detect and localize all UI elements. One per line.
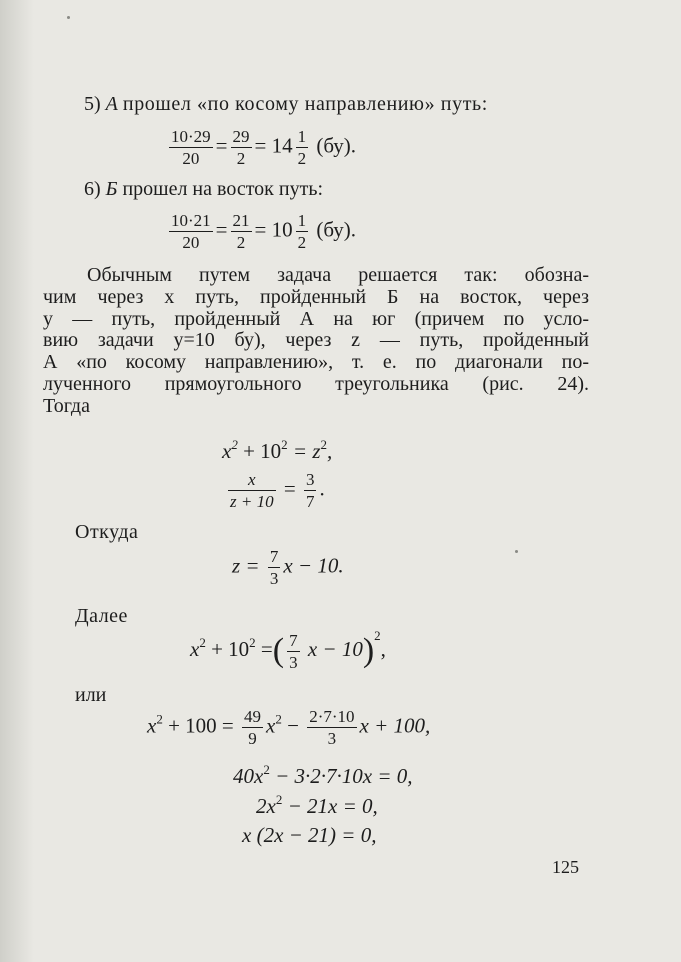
item-5 (84, 93, 488, 116)
fraction: $\frac{29}{2}$ (232, 127, 250, 168)
fraction: $\frac{2\cdot 7\cdot 10}{3}$ (309, 707, 355, 748)
item-number: 5) (84, 93, 101, 115)
equation-8: $40x^2 - 3\cdot 2\cdot 7\cdot 10x = 0$, (233, 762, 413, 788)
paragraph-line: А «по косому направлению», т. е. по диагонали по- (43, 351, 589, 374)
page-shadow (0, 0, 34, 962)
fraction: $\frac{7}{3}$ (289, 630, 298, 672)
fraction: $\frac{49}{9}$ (244, 707, 262, 748)
paragraph-line: лученного прямоугольного треугольника (рис. 24). (43, 372, 589, 395)
word-ili: или (75, 684, 107, 706)
fraction: $\frac{21}{2}$ (232, 211, 250, 252)
item-6 (84, 178, 323, 201)
speck (67, 16, 70, 19)
item-subject: Б (105, 178, 118, 200)
equation-2: $\frac{10\cdot 21}{20}$ = $\frac{21}{2}$ = 10 $\frac{1}{2}$ (бу). (171, 211, 356, 252)
paragraph (43, 265, 589, 418)
equation-3: $x^2 + 10^2 = z^2$, (222, 437, 333, 463)
fraction: $\frac{10\cdot 29}{20}$ (171, 127, 211, 168)
fraction: $\frac{1}{2}$ (297, 127, 307, 168)
equation-6: $x^2 + 10^2$ =( $\frac{7}{3}$ x − 10)$^2$, (190, 628, 386, 672)
paragraph-line: y — путь, пройденный А на юг (причем по усло- (43, 307, 589, 330)
fraction: $\frac{1}{2}$ (297, 211, 307, 252)
fraction: $\frac{x}{z + 10}$ (230, 470, 274, 511)
item-text: прошел на восток путь: (122, 178, 324, 200)
item-subject: А (105, 93, 118, 115)
equation-9: $2x^2 - 21x = 0$, (256, 792, 378, 818)
paragraph-line: Обычным путем задача решается так: обозна- (87, 264, 589, 286)
equation-1: $\frac{10\cdot 29}{20}$ = $\frac{29}{2}$ = 14 $\frac{1}{2}$ (бу). (171, 127, 356, 168)
paragraph-line: чим через x путь, пройденный Б на восток, через (43, 285, 589, 308)
equation-5: z = $\frac{7}{3}$ x − 10. (232, 547, 344, 588)
paragraph-line: Тогда (43, 394, 90, 417)
item-text: прошел «по косому направлению» путь: (122, 93, 488, 115)
word-dalee: Далее (75, 605, 128, 627)
fraction: $\frac{10\cdot 21}{20}$ (171, 211, 211, 252)
word-otkuda: Откуда (75, 521, 139, 543)
equation-7: $x^2 + 100$ = $\frac{49}{9}$ $x^2$ − $\frac{2\cdot 7\cdot 10}{3}$ x + 100, (147, 707, 431, 748)
speck (515, 550, 518, 553)
equation-10: x (2x − 21) = 0, (242, 823, 377, 847)
page-number: 125 (552, 857, 579, 877)
fraction: $\frac{7}{3}$ (269, 547, 279, 588)
item-number: 6) (84, 178, 101, 200)
fraction: $\frac{3}{7}$ (305, 470, 315, 511)
paragraph-line: вию задачи y=10 бу), через z — путь, пройденный (43, 329, 589, 352)
equation-4: $\frac{x}{z + 10}$ = $\frac{3}{7}$ . (230, 470, 325, 511)
